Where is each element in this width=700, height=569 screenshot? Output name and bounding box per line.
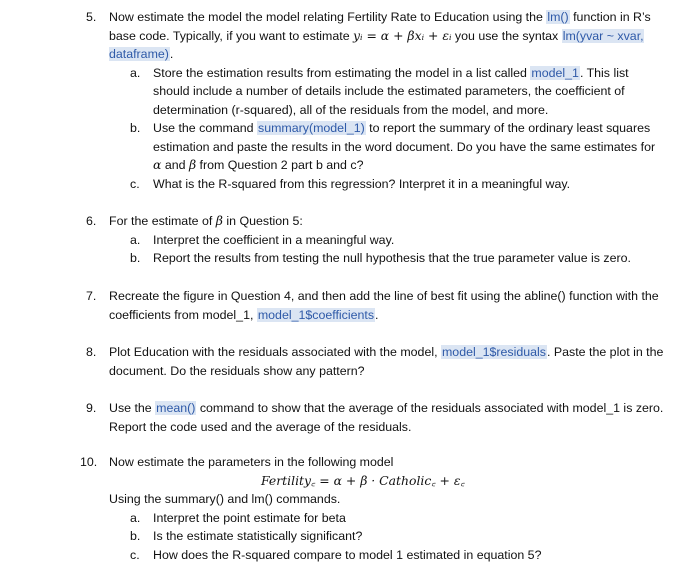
sub-question-list <box>0 231 700 268</box>
question-9 <box>0 399 700 436</box>
code-mean: mean() <box>156 401 196 415</box>
question-number: 9. <box>86 401 97 415</box>
code-model-1: model_1 <box>531 65 579 80</box>
question-text: Using the summary() and lm() commands. <box>109 492 341 506</box>
sub-question-list <box>0 64 700 194</box>
list-item: a. Interpret the coefficient in a meaningful way. <box>130 232 395 247</box>
formula: yᵢ = α + βxᵢ + εᵢ <box>353 27 452 43</box>
question-10 <box>0 453 700 564</box>
question-number: 7. <box>86 289 97 303</box>
question-5 <box>0 8 700 193</box>
code-summary: summary(model_1) <box>258 121 365 135</box>
list-item: c. What is the R-squared from this regression? Interpret it in a meaningful way. <box>130 176 571 191</box>
question-text: Now estimate the parameters in the following model <box>109 455 394 469</box>
equation: Fertility꜀ = α + β · Catholic꜀ + ε꜀ <box>261 472 465 488</box>
question-number: 10. <box>80 455 98 469</box>
question-8 <box>0 343 700 380</box>
question-text: Recreate the figure in Question 4, and then add the line of best fit using the abline() function with the coefficients from model_1, model_1$coefficients. <box>109 289 659 322</box>
question-7 <box>0 287 700 324</box>
code-residuals: model_1$residuals <box>441 345 546 359</box>
list-item: b. Is the estimate statistically significant? <box>130 529 363 543</box>
code-coefficients: model_1$coefficients <box>257 307 375 322</box>
question-number: 6. <box>86 214 97 228</box>
question-text: Plot Education with the residuals associated with the model, model_1$residuals. Paste the plot in the document. Do the residuals show any pattern? <box>109 345 664 378</box>
question-number: 8. <box>86 345 97 359</box>
list-item: a. Interpret the point estimate for beta <box>130 510 346 525</box>
question-text: Use the mean() command to show that the average of the residuals associated with model_1 is zero. Report the code used and the average of the residuals. <box>109 401 664 434</box>
list-item: b. Report the results from testing the null hypothesis that the true parameter value is zero. <box>130 251 631 265</box>
list-item: b. Use the command summary(model_1) to report the summary of the ordinary least squares estimation and paste the results in the word document. Do you have the same estimates for α and β from Question 2 part b and c? <box>130 121 656 172</box>
question-text: For the estimate of β in Question 5: <box>109 213 303 228</box>
list-item: a. Store the estimation results from estimating the model in a list called model_1. This list should include a number of details include the estimated parameters, the coefficient of determination (r-squared), all of the residuals from the model, and more. <box>130 65 629 117</box>
code-syntax: lm(yvar ~ xvar, dataframe) <box>109 28 644 61</box>
question-number: 5. <box>86 10 97 24</box>
code-lm: lm() <box>547 10 569 24</box>
sub-question-list <box>0 509 700 565</box>
question-6 <box>0 212 700 268</box>
list-item: c. How does the R-squared compare to model 1 estimated in equation 5? <box>130 547 542 562</box>
question-text: Now estimate the model the model relating Fertility Rate to Education using the lm() function in R’s base code. Typically, if you want to estimate yᵢ = α + βxᵢ + εᵢ you use the syntax lm(yvar ~ xvar, dataframe). <box>109 10 651 61</box>
